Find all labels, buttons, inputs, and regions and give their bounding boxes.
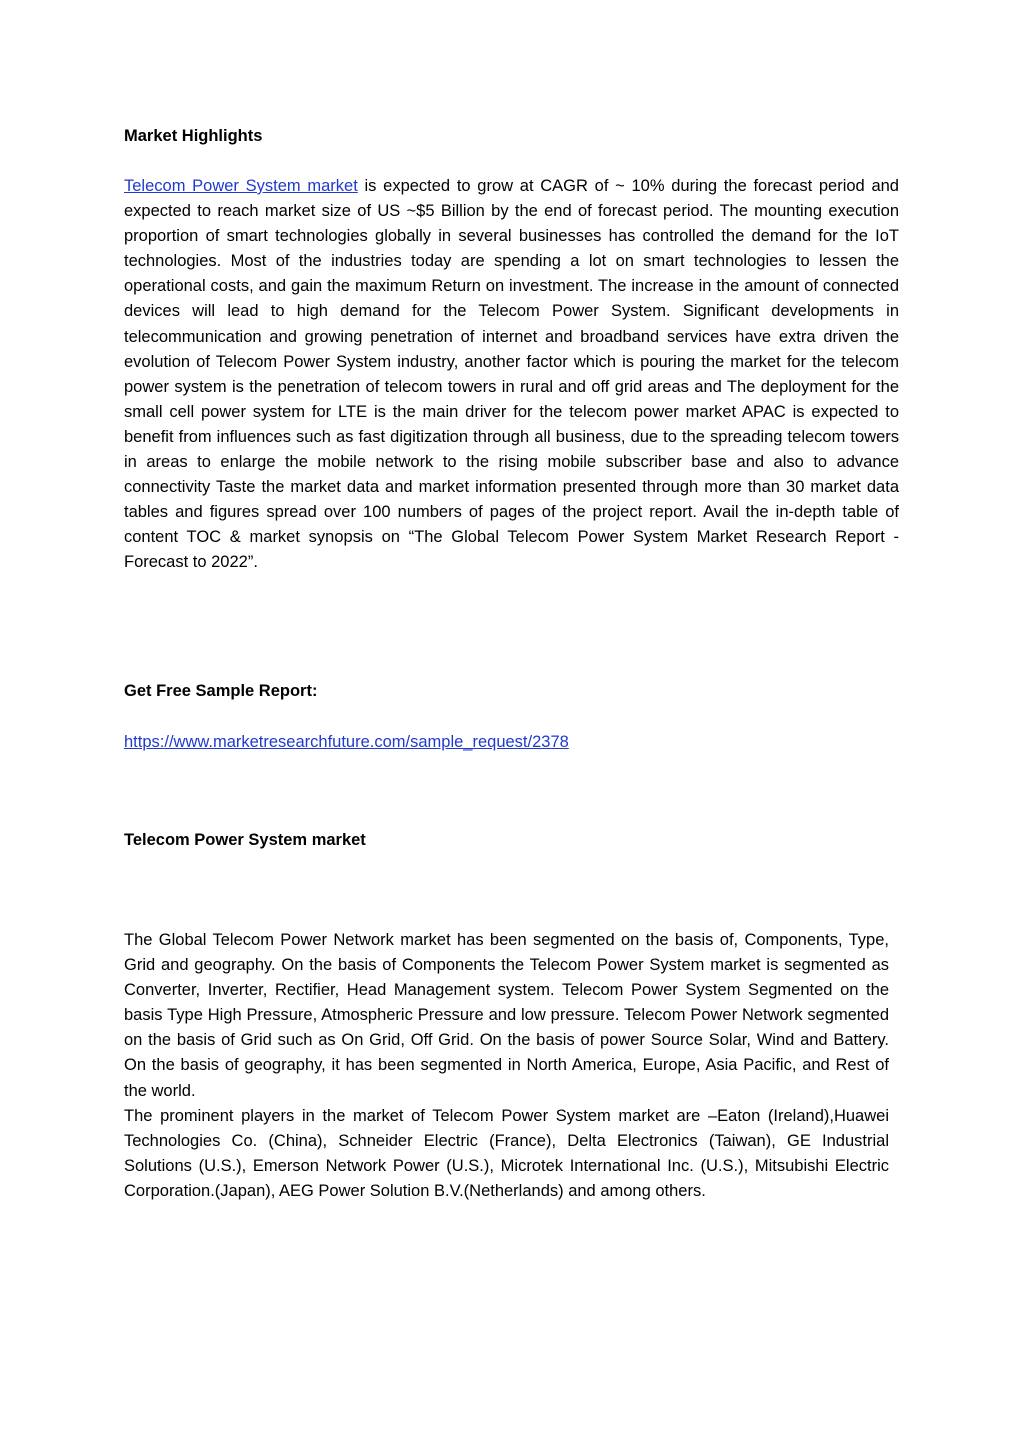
prominent-players-paragraph: The prominent players in the market of Telecom Power System market are –Eaton (Ireland),Huawei Technologies Co. (China), Schneider Electric (France), Delta Electronics (Taiwan), GE Industrial Solutions (U.S.), Emerson Network Power (U.S.), Microtek International Inc. (U.S.), Mitsubishi Electric Corporation.(Japan), AEG Power Solution B.V.(Netherlands) and among others. (124, 1107, 889, 1201)
sample-request-url-link[interactable]: https://www.marketresearchfuture.com/sample_request/2378 (124, 733, 569, 751)
market-highlights-paragraph (124, 174, 899, 576)
telecom-power-system-market-link[interactable]: Telecom Power System market (124, 177, 358, 195)
get-free-sample-heading: Get Free Sample Report: (124, 682, 318, 700)
market-highlights-heading: Market Highlights (124, 127, 263, 145)
market-highlights-body: is expected to grow at CAGR of ~ 10% during the forecast period and expected to reach market size of US ~$5 Billion by the end of forecast period. The mounting execution proportion of smart technologies globally in several businesses has controlled the demand for the IoT technologies. Most of the industries today are spending a lot on smart technologies to lessen the operational costs, and gain the maximum Return on investment. The increase in the amount of connected devices will lead to high demand for the Telecom Power System. Significant developments in telecommunication and growing penetration of internet and broadband services have extra driven the evolution of Telecom Power System industry, another factor which is pouring the market for the telecom power system is the penetration of telecom towers in rural and off grid areas and The deployment for the small cell power system for LTE is the main driver for the telecom power market APAC is expected to benefit from influences such as fast digitization through all business, due to the spreading telecom towers in areas to enlarge the mobile network to the rising mobile subscriber base and also to advance connectivity Taste the market data and market information presented through more than 30 market data tables and figures spread over 100 numbers of pages of the project report. Avail the in-depth table of content TOC & market synopsis on “The Global Telecom Power System Market Research Report -Forecast to 2022”. (124, 177, 899, 572)
segmentation-paragraph: The Global Telecom Power Network market has been segmented on the basis of, Components, Type, Grid and geography. On the basis of Components the Telecom Power System market is segmented as Converter, Inverter, Rectifier, Head Management system. Telecom Power System Segmented on the basis Type High Pressure, Atmospheric Pressure and low pressure. Telecom Power Network segmented on the basis of Grid such as On Grid, Off Grid. On the basis of power Source Solar, Wind and Battery. On the basis of geography, it has been segmented in North America, Europe, Asia Pacific, and Rest of the world. (124, 931, 889, 1100)
telecom-power-system-market-heading: Telecom Power System market (124, 831, 366, 849)
